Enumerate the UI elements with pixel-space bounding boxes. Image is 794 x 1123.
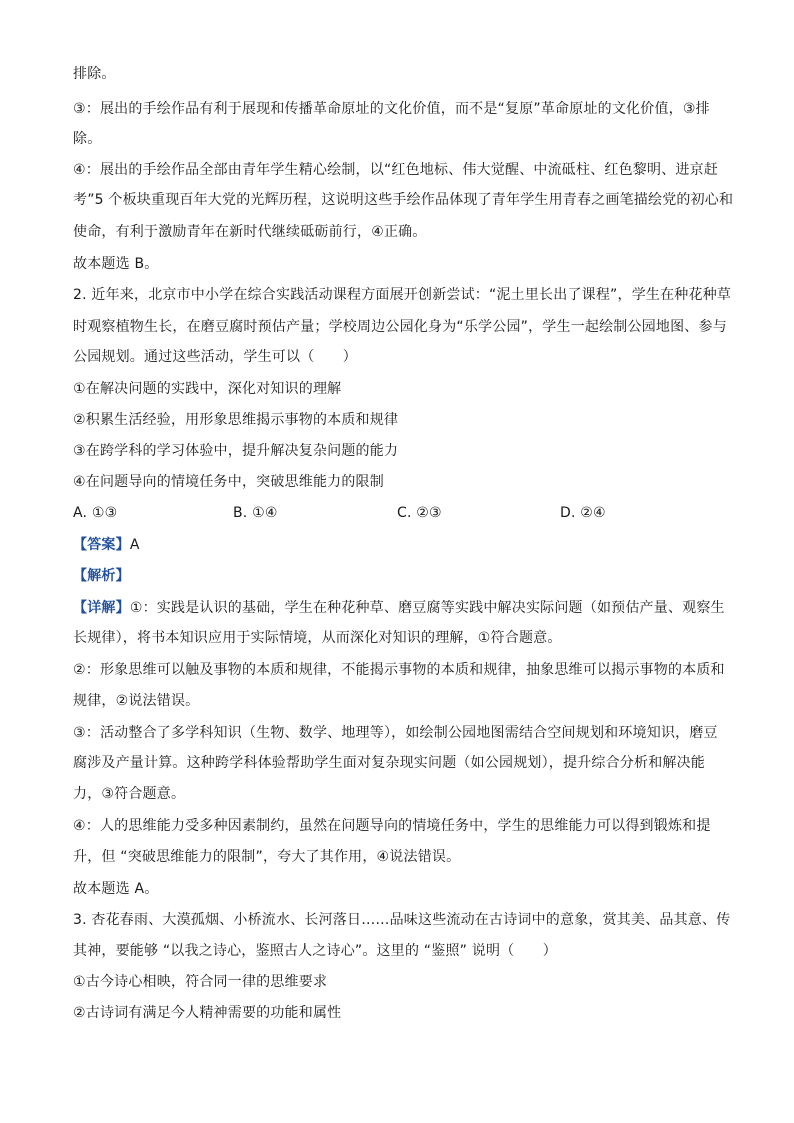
option-c: C. ②③ <box>397 505 442 521</box>
text-line: ④：人的思维能力受多种因素制约，虽然在问题导向的情境任务中，学生的思维能力可以得到锻炼和提 <box>73 818 711 834</box>
detail-text: ①：实践是认识的基础，学生在种花种草、磨豆腐等实践中解决实际问题（如预估产量、观察生 <box>129 600 725 616</box>
text-line: 考”5 个板块重现百年大党的光辉历程，这说明这些手绘作品体现了青年学生用青春之画笔描绘党的初心和 <box>73 192 734 208</box>
statement-item: ②积累生活经验，用形象思维揭示事物的本质和规律 <box>73 412 399 428</box>
text-line: 长规律），将书本知识应用于实际情境，从而深化对知识的理解，①符合题意。 <box>73 630 562 646</box>
statement-item: ②古诗词有满足今人精神需要的功能和属性 <box>73 1005 342 1021</box>
question-2-stem: 时观察植物生长，在磨豆腐时预估产量；学校周边公园化身为“乐学公园”，学生一起绘制公园地图、参与 <box>73 319 727 335</box>
answer-label: 【答案】 <box>73 537 130 553</box>
analysis-label-line <box>73 566 733 586</box>
question-2-stem: 公园规划。通过这些活动，学生可以（ ） <box>73 349 357 365</box>
text-line: 除。 <box>73 131 102 147</box>
conclusion-line: 故本题选 A。 <box>73 881 159 897</box>
statement-item: ④在问题导向的情境任务中，突破思维能力的限制 <box>73 474 384 490</box>
text-line: 使命，有利于激励青年在新时代继续砥砺前行，④正确。 <box>73 224 427 240</box>
text-line: ②：形象思维可以触及事物的本质和规律，不能揭示事物的本质和规律，抽象思维可以揭示事物的本质和 <box>73 662 725 678</box>
option-b: B. ①④ <box>233 505 278 521</box>
statement-item: ①古今诗心相映，符合同一律的思维要求 <box>73 974 328 990</box>
text-line: ④：展出的手绘作品全部由青年学生精心绘制，以“红色地标、伟大觉醒、中流砥柱、红色黎明、进京赶 <box>73 162 719 178</box>
option-a: A. ①③ <box>73 505 118 521</box>
text-line: 腐涉及产量计算。这种跨学科体验帮助学生面对复杂现实问题（如公园规划），提升综合分析和解决能 <box>73 755 705 771</box>
text-line: 升，但 “突破思维能力的限制”，夸大了其作用，④说法错误。 <box>73 849 461 865</box>
question-2-stem: 2. 近年来，北京市中小学在综合实践活动课程方面展开创新尝试：“泥土里长出了课程”，学生在种花种草 <box>73 287 732 303</box>
answer-value: A <box>129 537 140 553</box>
analysis-label: 【解析】 <box>73 568 130 584</box>
text-line: ③：活动整合了多学科知识（生物、数学、地理等），如绘制公园地图需结合空间规划和环境知识，磨豆 <box>73 725 718 741</box>
text-line: 力，③符合题意。 <box>73 786 186 802</box>
statement-item: ①在解决问题的实践中，深化对知识的理解 <box>73 381 342 397</box>
statement-item: ③在跨学科的学习体验中，提升解决复杂问题的能力 <box>73 443 399 459</box>
conclusion-line: 故本题选 B。 <box>73 256 159 272</box>
text-line: ③：展出的手绘作品有利于展现和传播革命原址的文化价值，而不是“复原”革命原址的文化价值，③排 <box>73 101 710 117</box>
text-line: 规律，②说法错误。 <box>73 693 200 709</box>
detail-line <box>73 598 733 618</box>
question-3-stem: 其神，要能够 “以我之诗心，鉴照古人之诗心”。这里的 “鉴照” 说明（ ） <box>73 943 557 959</box>
text-line: 排除。 <box>73 66 116 82</box>
option-d: D. ②④ <box>560 505 606 521</box>
answer-line <box>73 535 733 555</box>
question-3-stem: 3. 杏花春雨、大漠孤烟、小桥流水、长河落日……品味这些流动在古诗词中的意象，赏其美、品其意、传 <box>73 912 731 928</box>
detail-label: 【详解】 <box>73 600 130 616</box>
